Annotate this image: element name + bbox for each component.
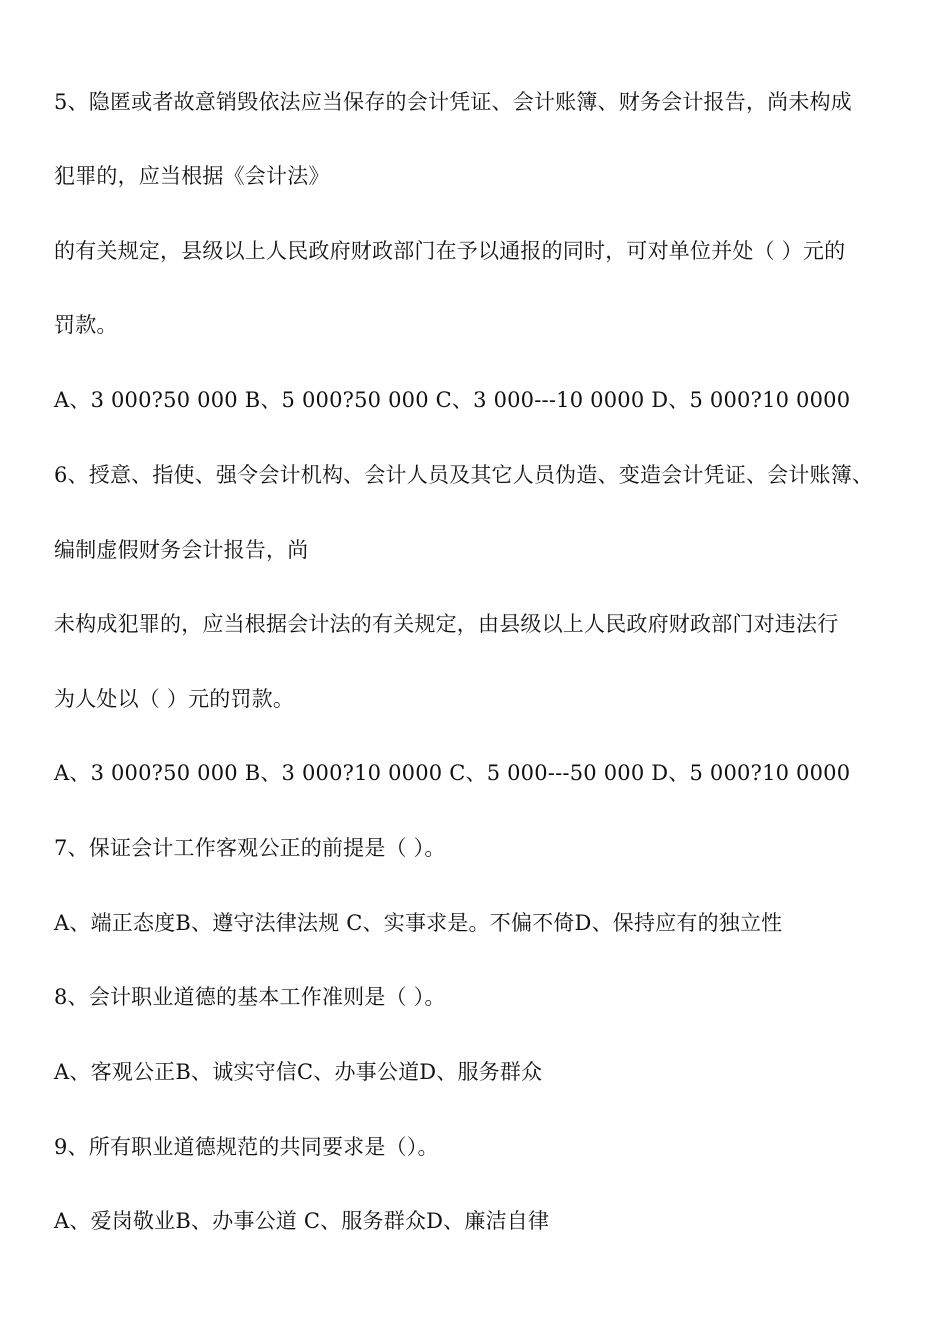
question-5-line-1: 5、隐匿或者故意销毁依法应当保存的会计凭证、会计账簿、财务会计报告，尚未构成: [54, 90, 852, 114]
question-5-line-3: 的有关规定，县级以上人民政府财政部门在予以通报的同时，可对单位并处（ ）元的: [54, 239, 846, 263]
question-6-line-4: 为人处以（ ）元的罚款。: [54, 687, 295, 711]
question-5-line-4: 罚款。: [54, 313, 118, 337]
question-6-line-2: 编制虚假财务会计报告，尚: [54, 538, 309, 562]
question-7-options: A、端正态度B、遵守法律法规 C、实事求是。不偏不倚D、保持应有的独立性: [54, 911, 783, 935]
question-8-options: A、客观公正B、诚实守信C、办事公道D、服务群众: [54, 1060, 543, 1084]
question-8: 8、会计职业道德的基本工作准则是（ ）。: [54, 985, 446, 1009]
question-6-line-1: 6、授意、指使、强令会计机构、会计人员及其它人员伪造、变造会计凭证、会计账簿、: [54, 463, 874, 487]
question-7: 7、保证会计工作客观公正的前提是（ ）。: [54, 836, 446, 860]
question-9: 9、所有职业道德规范的共同要求是（）。: [54, 1135, 439, 1159]
question-6-line-3: 未构成犯罪的，应当根据会计法的有关规定，由县级以上人民政府财政部门对违法行: [54, 612, 839, 636]
question-9-options: A、爱岗敬业B、办事公道 C、服务群众D、廉洁自律: [54, 1209, 550, 1233]
question-6-options: A、3 000?50 000 B、3 000?10 0000 C、5 000---50 000 D、5 000?10 0000: [54, 761, 851, 785]
question-5-line-2: 犯罪的，应当根据《会计法》: [54, 164, 330, 188]
question-5-options: A、3 000?50 000 B、5 000?50 000 C、3 000---10 0000 D、5 000?10 0000: [54, 388, 851, 412]
